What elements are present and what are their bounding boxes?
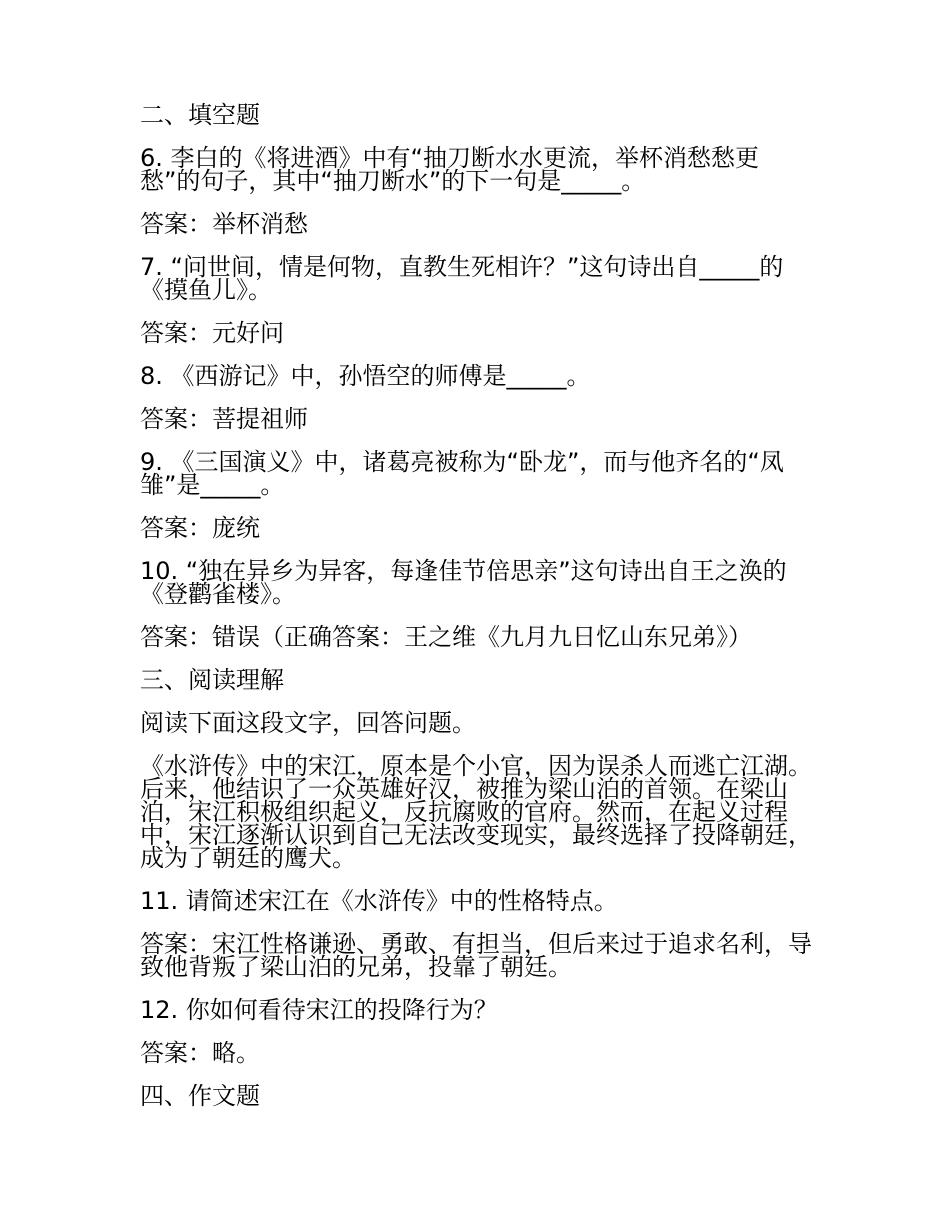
question-8: 8. 《西游记》中，孙悟空的师傅是_____。 [140,362,591,390]
section-heading-fill-in-blank: 二、填空题 [140,101,260,129]
question-12: 12. 你如何看待宋江的投降行为？ [140,996,498,1024]
question-11: 11. 请简述宋江在《水浒传》中的性格特点。 [140,887,618,915]
question-10: 10. “独在异乡为异客，每逢佳节倍思亲”这句诗出自王之涣的《登鹳雀楼》。 [140,557,787,608]
answer-8: 答案：菩提祖师 [140,405,308,433]
section-heading-reading: 三、阅读理解 [140,666,284,694]
question-6: 6. 李白的《将进酒》中有“抽刀断水水更流，举杯消愁愁更愁”的句子，其中“抽刀断水”的下一句是_____。 [140,144,759,195]
section-heading-essay: 四、作文题 [140,1082,260,1110]
answer-6: 答案：举杯消愁 [140,210,308,238]
answer-9: 答案：庞统 [140,514,260,542]
reading-instruction: 阅读下面这段文字，回答问题。 [140,709,476,737]
answer-12: 答案：略。 [140,1039,260,1067]
answer-11: 答案：宋江性格谦逊、勇敢、有担当，但后来过于追求名利，导致他背叛了梁山泊的兄弟，投靠了朝廷。 [140,930,812,981]
answer-7: 答案：元好问 [140,319,284,347]
answer-10: 答案：错误（正确答案：王之维《九月九日忆山东兄弟》） [140,623,752,651]
document-page [140,101,815,1128]
question-9: 9. 《三国演义》中，诸葛亮被称为“卧龙”，而与他齐名的“凤雏”是_____。 [140,448,784,499]
reading-passage: 《水浒传》中的宋江，原本是个小官，因为误杀人而逃亡江湖。后来，他结识了一众英雄好汉，被推为梁山泊的首领。在梁山泊，宋江积极组织起义，反抗腐败的官府。然而，在起义过程中，宋江逐渐认识到自己无法改变现实，最终选择了投降朝廷，成为了朝廷的鹰犬。 [140,752,812,872]
question-7: 7. “问世间，情是何物，直教生死相许？”这句诗出自_____的《摸鱼儿》。 [140,253,784,304]
